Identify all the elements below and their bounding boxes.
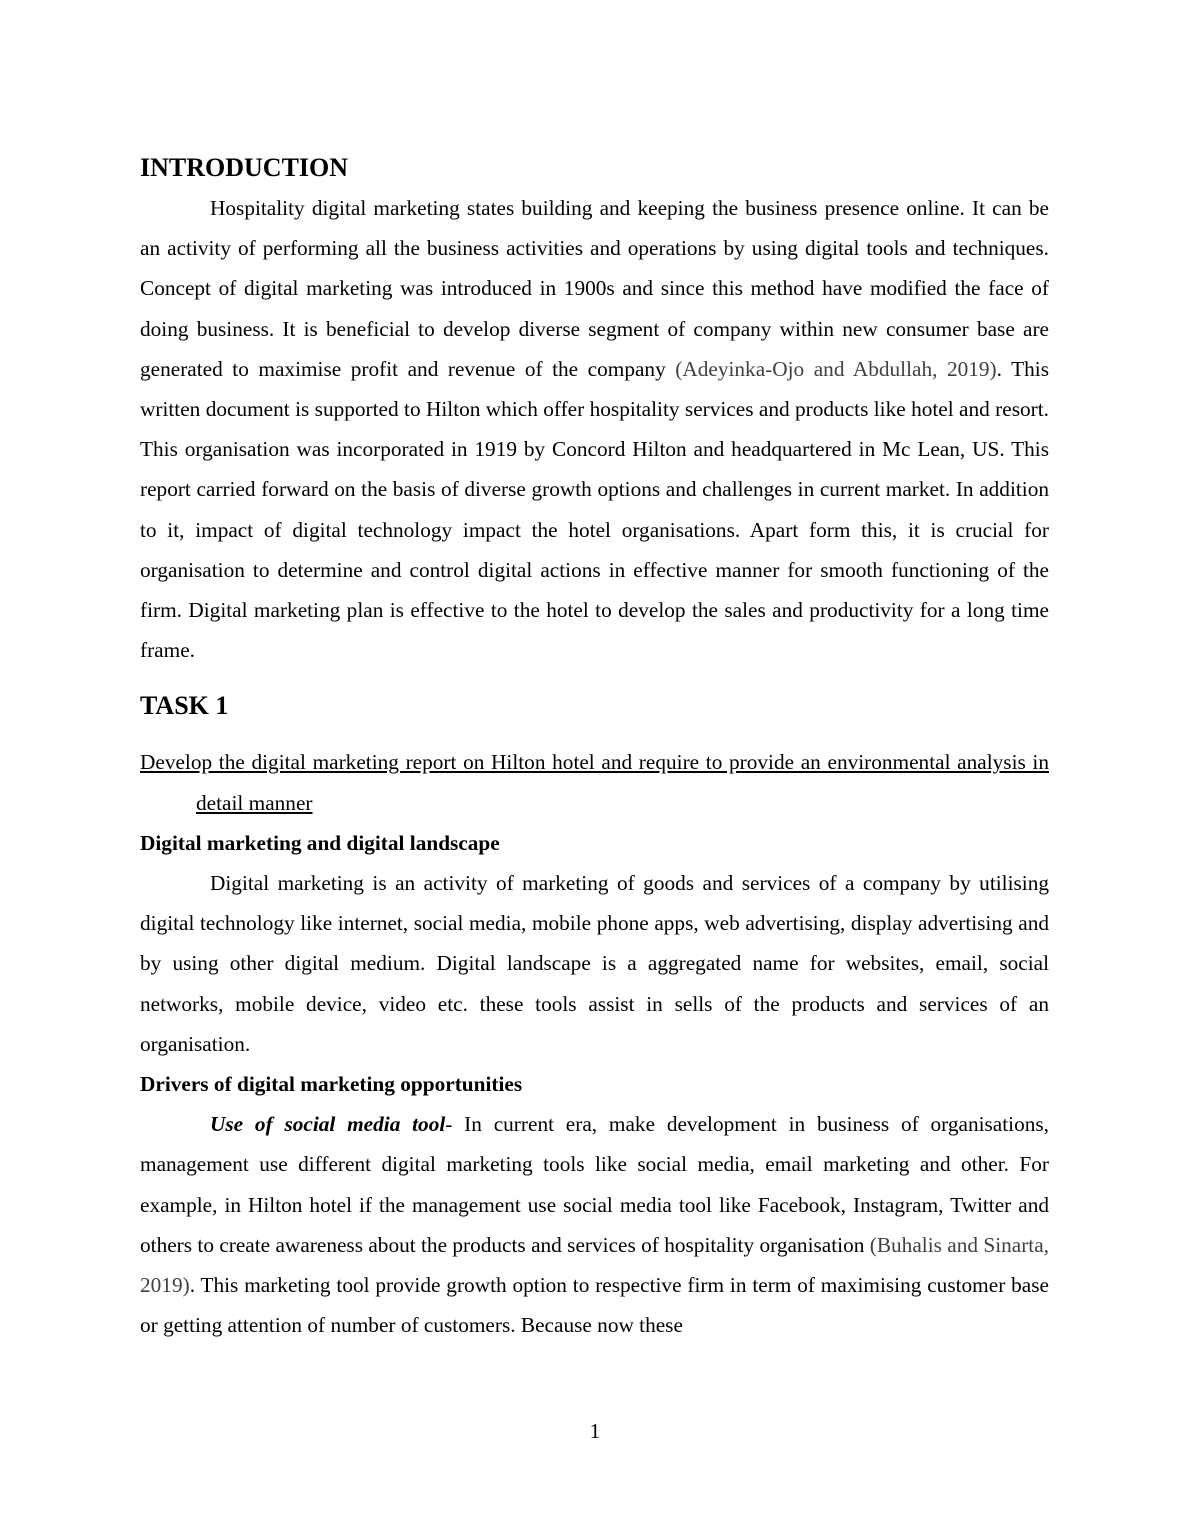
social-media-lead: Use of social media tool [210, 1112, 446, 1137]
social-media-text-part-1: - In current era, make development in business of organisations, management use different digital marketing tools like social media, email marketing and other. For example, in Hilton hotel if the management use social media tool like Facebook, Instagram, Twitter and others to create awareness about the products and services of hospitality organisation [140, 1112, 1049, 1257]
introduction-paragraph [140, 188, 1049, 670]
digital-landscape-paragraph: Digital marketing is an activity of marketing of goods and services of a company by utilising digital technology like internet, social media, mobile phone apps, web advertising, display advertising and by using other digital medium. Digital landscape is a aggregated name for websites, email, social networks, mobile device, video etc. these tools assist in sells of the products and services of an organisation. [140, 871, 1049, 1056]
intro-text-part-2: . This written document is supported to Hilton which offer hospitality services and products like hotel and resort. This organisation was incorporated in 1919 by Concord Hilton and headquartered in Mc Lean, US. This report carried forward on the basis of diverse growth options and challenges in current market. In addition to it, impact of digital technology impact the hotel organisations. Apart form this, it is crucial for organisation to determine and control digital actions in effective manner for smooth functioning of the firm. Digital marketing plan is effective to the hotel to develop the sales and productivity for a long time frame. [140, 356, 1049, 663]
page-number: 1 [589, 1419, 601, 1443]
task-question: Develop the digital marketing report on Hilton hotel and require to provide an environmental analysis in detail manner [140, 750, 1049, 815]
document-page [140, 148, 1049, 1345]
introduction-heading: INTRODUCTION [140, 153, 349, 182]
social-media-paragraph [140, 1104, 1049, 1345]
subheading-drivers: Drivers of digital marketing opportunities [140, 1072, 523, 1097]
social-media-text-part-2: . This marketing tool provide growth option to respective firm in term of maximising customer base or getting attention of number of customers. Because now these [140, 1273, 1049, 1338]
citation-adeyinka-ojo: (Adeyinka-Ojo and Abdullah, 2019) [675, 356, 997, 381]
citation-buhalis: (Buhalis and Sinarta, 2019) [140, 1232, 1050, 1298]
intro-text-part-1: Hospitality digital marketing states building and keeping the business presence online. It can be an activity of performing all the business activities and operations by using digital tools and techniques. Concept of digital marketing was introduced in 1900s and since this method have modified the face of doing business. It is beneficial to develop diverse segment of company within new consumer base are generated to maximise profit and revenue of the company [140, 196, 1049, 381]
subheading-digital-landscape: Digital marketing and digital landscape [140, 830, 500, 855]
task-1-heading: TASK 1 [140, 691, 229, 721]
